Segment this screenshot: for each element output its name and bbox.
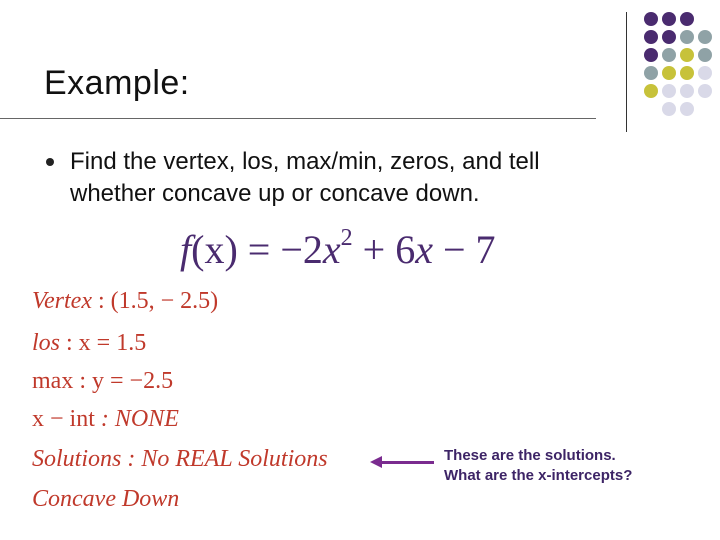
max-line xyxy=(32,368,173,395)
decor-dot xyxy=(662,12,676,26)
formula-var2: x xyxy=(415,227,433,272)
decor-dot xyxy=(644,48,658,62)
decor-vertical-line xyxy=(626,12,627,132)
solutions-line xyxy=(32,446,328,473)
vertex-value: : (1.5, − 2.5) xyxy=(91,288,219,314)
decor-dot xyxy=(698,84,712,98)
decor-dot xyxy=(680,102,694,116)
formula-mid: + 6 xyxy=(352,227,416,272)
formula-var1: x xyxy=(322,227,341,272)
title-divider xyxy=(0,118,596,119)
bullet-icon xyxy=(46,158,54,166)
decor-dot xyxy=(644,84,658,98)
max-label: max xyxy=(32,368,74,394)
vertex-label: Vertex xyxy=(32,288,92,314)
los-line xyxy=(32,330,146,357)
callout-note xyxy=(444,446,632,486)
decor-dot xyxy=(662,48,676,62)
decor-dot xyxy=(644,30,658,44)
decor-dot xyxy=(698,66,712,80)
formula-exp: 2 xyxy=(340,224,353,251)
decor-dot xyxy=(662,84,676,98)
decor-dot xyxy=(680,48,694,62)
xint-line xyxy=(32,406,179,433)
concave-line xyxy=(32,486,179,513)
decor-dot xyxy=(662,102,676,116)
decor-dot xyxy=(680,66,694,80)
decor-dot xyxy=(698,48,712,62)
decor-dot xyxy=(680,84,694,98)
function-formula xyxy=(180,226,496,273)
los-value: : x = 1.5 xyxy=(60,330,147,356)
note-line-1: These are the solutions. xyxy=(444,447,616,464)
formula-lhs: f xyxy=(180,227,192,272)
solutions-label: Solutions xyxy=(32,446,122,472)
los-label: los xyxy=(32,330,61,356)
xint-value: : NONE xyxy=(94,406,179,432)
decor-dot xyxy=(680,30,694,44)
decor-dot xyxy=(644,12,658,26)
vertex-line xyxy=(32,288,218,315)
xint-label: x − int xyxy=(32,406,95,432)
decor-dot xyxy=(680,12,694,26)
arrow-shaft xyxy=(378,461,434,464)
concave-text: Concave Down xyxy=(32,486,180,512)
slide-title: Example: xyxy=(44,64,190,102)
max-value: : y = −2.5 xyxy=(73,368,174,394)
decor-dot xyxy=(662,66,676,80)
formula-tail: − 7 xyxy=(432,227,496,272)
decor-dot xyxy=(644,66,658,80)
solutions-value: : No REAL Solutions xyxy=(121,446,328,472)
formula-eq: = −2 xyxy=(237,227,323,272)
formula-lhs-arg: (x) xyxy=(191,227,238,272)
note-line-2: What are the x-intercepts? xyxy=(444,467,633,484)
decor-dot xyxy=(698,30,712,44)
decor-dot xyxy=(662,30,676,44)
bullet-text: Find the vertex, los, max/min, zeros, and tell whether concave up or concave down. xyxy=(70,148,540,207)
